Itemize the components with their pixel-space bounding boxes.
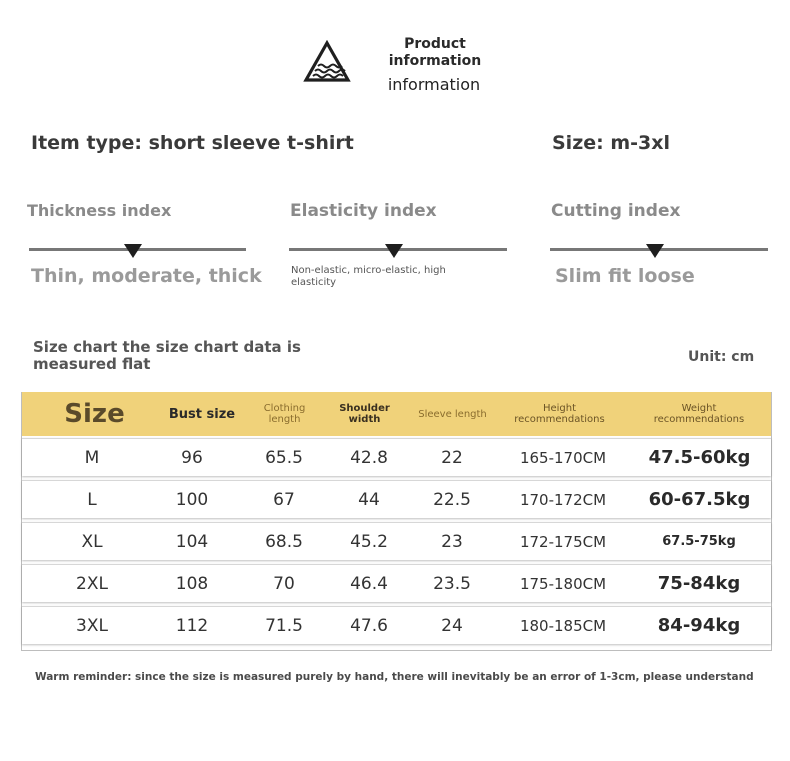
- table-row: [22, 606, 771, 644]
- unit-label: Unit: cm: [688, 349, 755, 365]
- cutting-index-title: Cutting index: [551, 201, 681, 221]
- cell-length: 70: [273, 573, 295, 594]
- cell-height: 172-175CM: [519, 532, 607, 551]
- cell-bust: 104: [175, 531, 209, 552]
- cell-length: 71.5: [265, 615, 303, 636]
- cell-sleeve: 22.5: [433, 489, 471, 510]
- cutting-label: Slim fit loose: [555, 265, 695, 287]
- cell-shoulder: 46.4: [350, 573, 388, 594]
- table-header: [22, 392, 771, 436]
- table-row: [22, 522, 771, 560]
- header-sleeve-length: Sleeve length: [418, 408, 487, 420]
- thickness-label: Thin, moderate, thick: [31, 265, 262, 287]
- cell-bust: 100: [175, 489, 209, 510]
- cell-bust: 108: [175, 573, 209, 594]
- table-row: [22, 564, 771, 602]
- cell-weight: 75-84kg: [657, 573, 741, 594]
- table-row: [22, 438, 771, 476]
- cell-sleeve: 24: [441, 615, 463, 636]
- triangle-waves-icon: [303, 40, 351, 84]
- cell-size: M: [84, 447, 100, 468]
- cell-sleeve: 23.5: [433, 573, 471, 594]
- header-title-line2: information: [388, 53, 482, 69]
- elasticity-index-title: Elasticity index: [290, 201, 437, 221]
- cell-sleeve: 22: [441, 447, 463, 468]
- size-range: Size: m-3xl: [552, 132, 671, 154]
- elasticity-label: Non-elastic, micro-elastic, high elasticity: [291, 265, 446, 288]
- cell-height: 170-172CM: [519, 490, 607, 509]
- cell-shoulder: 47.6: [350, 615, 388, 636]
- cell-length: 65.5: [265, 447, 303, 468]
- header-clothing-length: Clothing length: [263, 403, 306, 425]
- elasticity-marker: [385, 244, 403, 258]
- cell-size: XL: [81, 531, 103, 552]
- header-title-line1: Product: [404, 36, 466, 52]
- thickness-marker: [124, 244, 142, 258]
- warm-reminder: Warm reminder: since the size is measured purely by hand, there will inevitably be an error of 1-3cm, please understand: [35, 671, 754, 683]
- cell-height: 180-185CM: [519, 616, 607, 635]
- header-height: Height recommendations: [514, 403, 605, 425]
- cell-sleeve: 23: [441, 531, 463, 552]
- header-bust: Bust size: [168, 406, 236, 422]
- cutting-marker: [646, 244, 664, 258]
- cell-weight: 47.5-60kg: [648, 447, 751, 468]
- header-weight: Weight recommendations: [653, 403, 745, 425]
- size-table: [21, 392, 772, 651]
- header-size: Size: [64, 398, 125, 429]
- cell-weight: 84-94kg: [657, 615, 741, 636]
- cell-shoulder: 42.8: [350, 447, 388, 468]
- header-shoulder-width: Shoulder width: [339, 403, 390, 425]
- table-row: [22, 480, 771, 518]
- cell-height: 165-170CM: [519, 448, 607, 467]
- cell-bust: 112: [175, 615, 209, 636]
- cell-shoulder: 44: [358, 489, 380, 510]
- cell-weight: 60-67.5kg: [648, 489, 751, 510]
- cell-shoulder: 45.2: [350, 531, 388, 552]
- cell-size: 2XL: [76, 573, 108, 594]
- cell-bust: 96: [181, 447, 203, 468]
- cell-length: 67: [273, 489, 295, 510]
- size-chart-note: Size chart the size chart data is measured flat: [33, 338, 301, 373]
- cell-size: L: [87, 489, 97, 510]
- cell-height: 175-180CM: [519, 574, 607, 593]
- cell-size: 3XL: [76, 615, 108, 636]
- header-title-line3: information: [387, 75, 481, 94]
- cell-weight: 67.5-75kg: [662, 534, 736, 549]
- item-type: Item type: short sleeve t-shirt: [31, 132, 354, 154]
- thickness-index-title: Thickness index: [27, 201, 172, 220]
- cell-length: 68.5: [265, 531, 303, 552]
